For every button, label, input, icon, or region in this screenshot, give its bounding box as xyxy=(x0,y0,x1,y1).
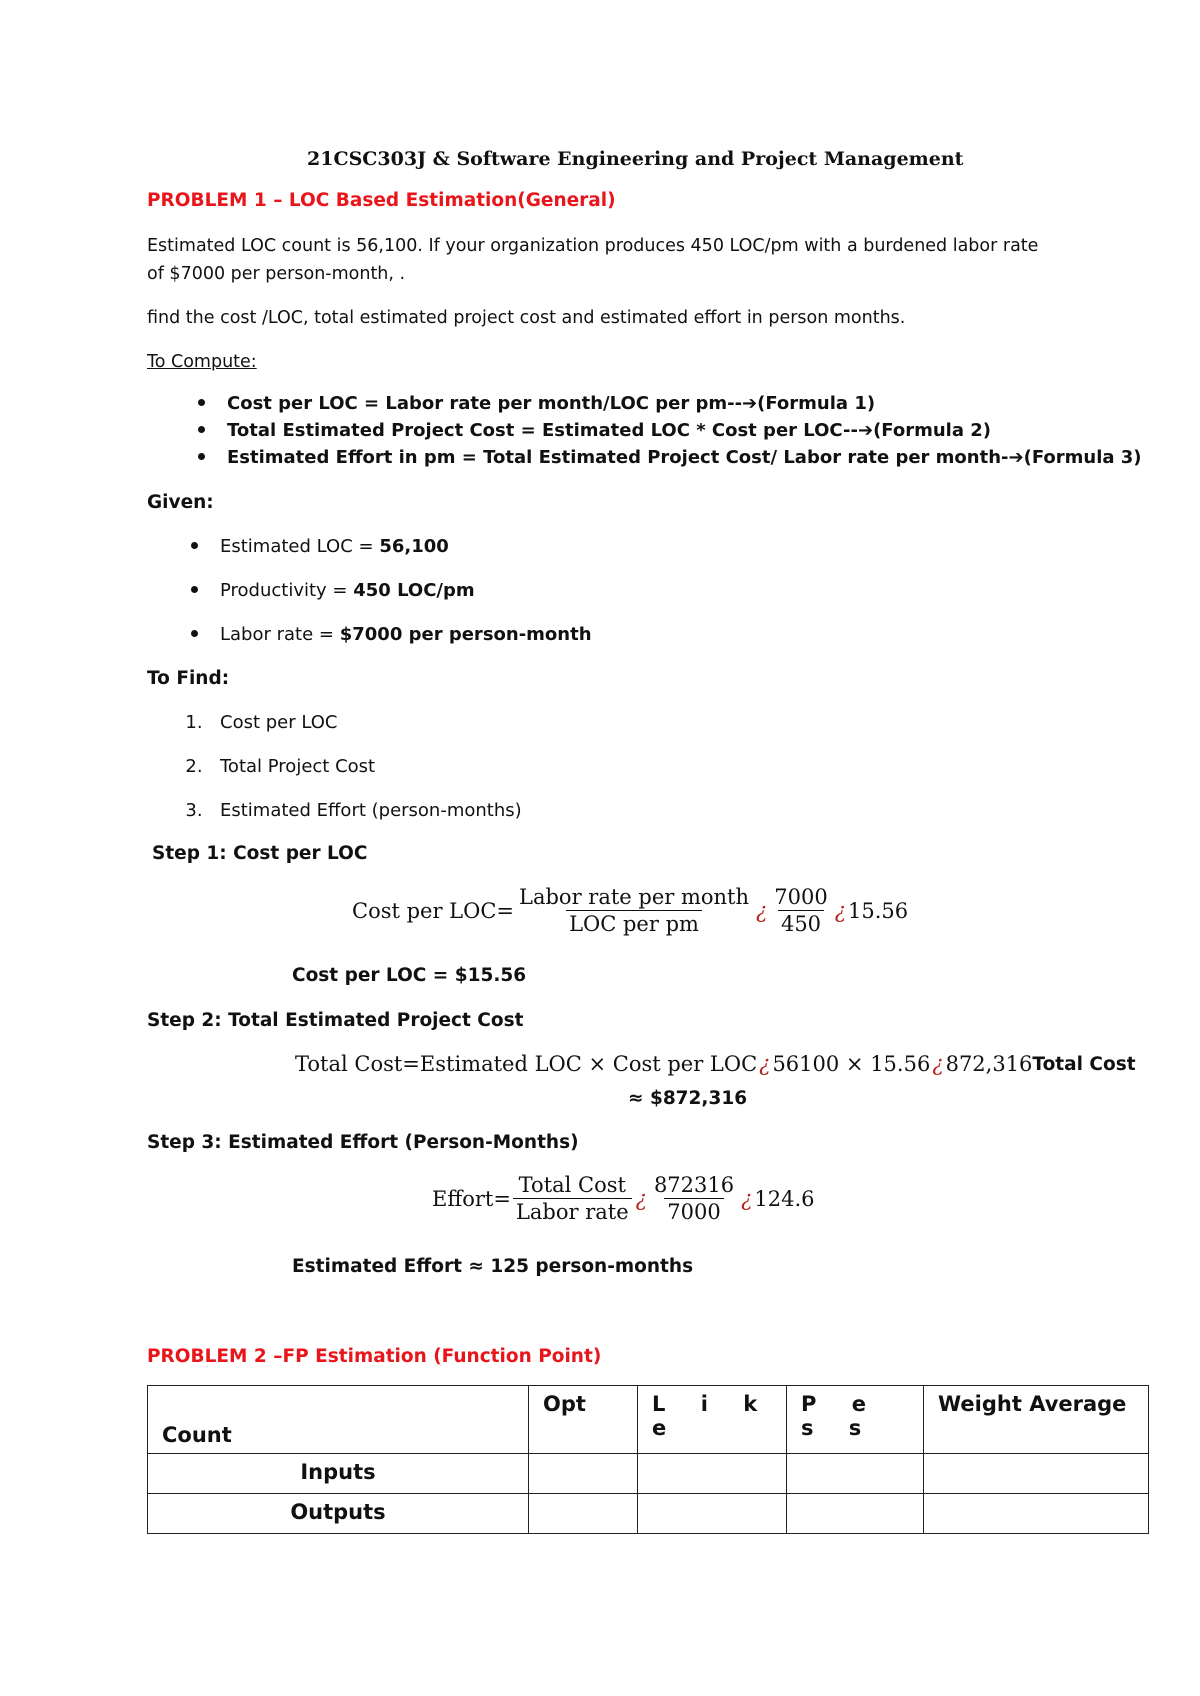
to-compute-label: To Compute: xyxy=(147,352,257,372)
table-row xyxy=(148,1454,1149,1494)
bullet-icon xyxy=(198,399,205,406)
document-title: 21CSC303J & Software Engineering and Project Management xyxy=(307,148,964,170)
intro-line-1: Estimated LOC count is 56,100. If your organization produces 450 LOC/pm with a burdened labor rate xyxy=(147,236,1039,256)
step-2-equation: Total Cost=Estimated LOC × Cost per LOC ¿ 56100 × 15.56 ¿ 872,316 Total Cost xyxy=(295,1052,1136,1076)
step-3-heading: Step 3: Estimated Effort (Person-Months) xyxy=(147,1132,579,1153)
table-cell xyxy=(924,1454,1149,1494)
table-cell xyxy=(787,1494,924,1534)
table-header-row xyxy=(148,1386,1149,1454)
row-outputs-label: Outputs xyxy=(148,1494,529,1534)
table-cell xyxy=(924,1494,1149,1534)
step-3-equation: Effort= $\frac{\text{Total Cost}}{\text{Labor rate}}$ ¿ $\frac{872316}{7000}$ ¿ 124.6 xyxy=(432,1173,815,1224)
bullet-icon xyxy=(191,630,198,637)
bullet-icon xyxy=(198,453,205,460)
step-3-result: Estimated Effort ≈ 125 person-months xyxy=(292,1256,694,1277)
given-item-2: Productivity = 450 LOC/pm xyxy=(220,580,475,601)
step-1-result: Cost per LOC = $15.56 xyxy=(292,965,527,986)
intro-line-2: of $7000 per person-month, . xyxy=(147,264,406,284)
table-cell xyxy=(529,1494,638,1534)
to-find-label: To Find: xyxy=(147,668,230,689)
formula-item-2: Total Estimated Project Cost = Estimated LOC * Cost per LOC--➔(Formula 2) xyxy=(227,420,991,441)
table-cell xyxy=(529,1454,638,1494)
to-find-item-2: 2. Total Project Cost xyxy=(185,756,376,777)
step-1-heading: Step 1: Cost per LOC xyxy=(152,843,368,864)
step-2-result: ≈ $872,316 xyxy=(628,1088,748,1109)
header-pess: P e s s xyxy=(787,1386,924,1454)
table-cell xyxy=(638,1494,787,1534)
header-count: Count xyxy=(148,1386,529,1454)
table-cell xyxy=(638,1454,787,1494)
header-weight-average: Weight Average xyxy=(924,1386,1149,1454)
problem-2-heading: PROBLEM 2 –FP Estimation (Function Point) xyxy=(147,1346,602,1367)
given-item-1: Estimated LOC = 56,100 xyxy=(220,536,449,557)
formula-item-3: Estimated Effort in pm = Total Estimated Project Cost/ Labor rate per month-➔(Formula 3) xyxy=(227,447,1142,468)
step-2-heading: Step 2: Total Estimated Project Cost xyxy=(147,1010,524,1031)
table-cell xyxy=(787,1454,924,1494)
find-line: find the cost /LOC, total estimated project cost and estimated effort in person months. xyxy=(147,308,906,328)
formula-item-1: Cost per LOC = Labor rate per month/LOC per pm--➔(Formula 1) xyxy=(227,393,875,414)
row-inputs-label: Inputs xyxy=(148,1454,529,1494)
to-find-item-3: 3. Estimated Effort (person-months) xyxy=(185,800,522,821)
fp-table xyxy=(147,1385,1149,1534)
bullet-icon xyxy=(198,426,205,433)
header-like: L i k e xyxy=(638,1386,787,1454)
to-find-item-1: 1. Cost per LOC xyxy=(185,712,338,733)
given-item-3: Labor rate = $7000 per person-month xyxy=(220,624,592,645)
table-row xyxy=(148,1494,1149,1534)
given-label: Given: xyxy=(147,492,214,513)
problem-1-heading: PROBLEM 1 – LOC Based Estimation(General) xyxy=(147,190,616,211)
step-1-equation: Cost per LOC= $\frac{\text{Labor rate per month}}{\text{LOC per pm}}$ ¿ $\frac{7000}{450}$ ¿ 15.56 xyxy=(352,885,909,936)
bullet-icon xyxy=(191,586,198,593)
header-opt: Opt xyxy=(529,1386,638,1454)
bullet-icon xyxy=(191,542,198,549)
